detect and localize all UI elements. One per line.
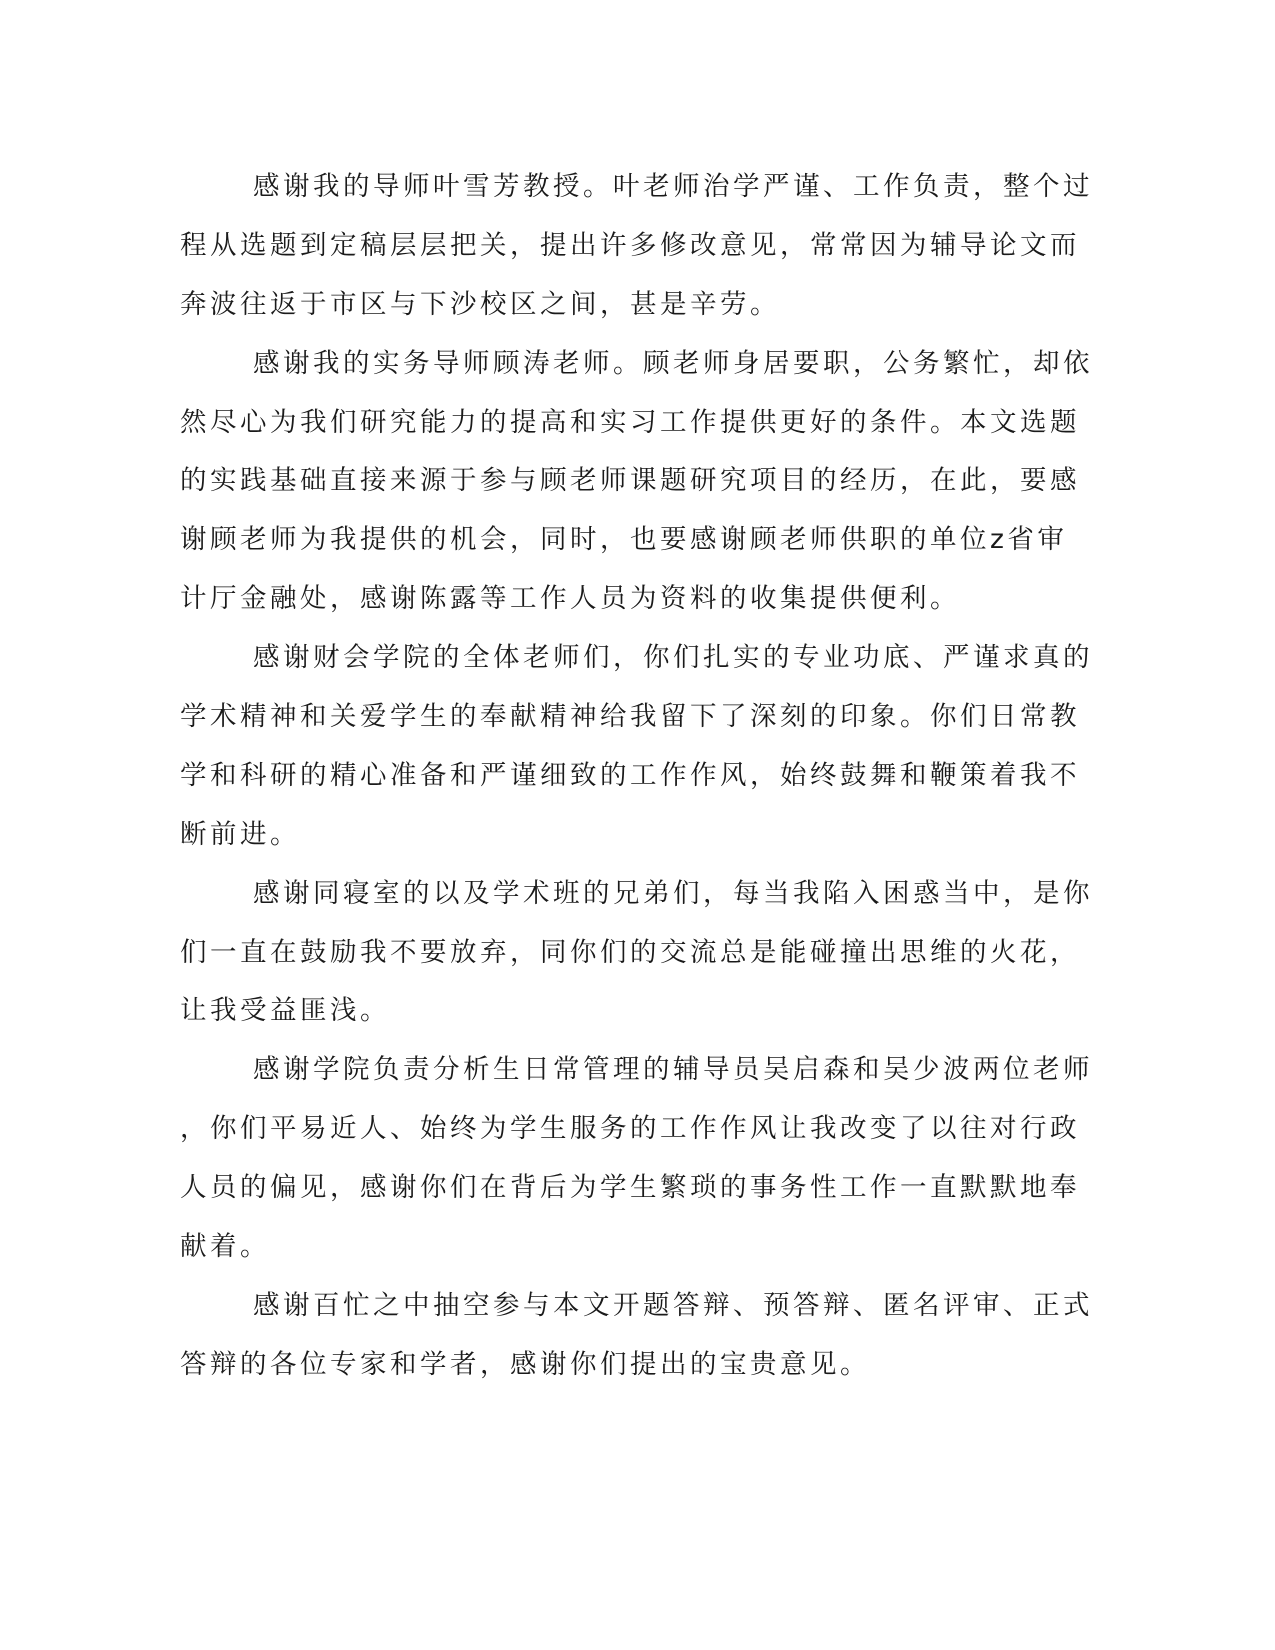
paragraph-2 [180,335,1093,629]
text-line: 感谢同寝室的以及学术班的兄弟们，每当我陷入困惑当中，是你 [253,877,1093,909]
text-line: 感谢财会学院的全体老师们，你们扎实的专业功底、严谨求真的 [253,642,1093,674]
text-line: 让我受益匪浅。 [180,995,390,1027]
text-line: 人员的偏见，感谢你们在背后为学生繁琐的事务性工作一直默默地奉 [180,1172,1080,1204]
paragraph-4 [180,865,1093,1042]
text-line: 们一直在鼓励我不要放弃，同你们的交流总是能碰撞出思维的火花， [180,936,1080,968]
text-line: 断前进。 [180,818,300,850]
text-line: ，你们平易近人、始终为学生服务的工作作风让我改变了以往对行政 [180,1113,1080,1145]
text-line: 感谢学院负责分析生日常管理的辅导员吴启森和吴少波两位老师 [253,1054,1093,1086]
text-line: 献着。 [180,1231,270,1263]
text-line: 感谢百忙之中抽空参与本文开题答辩、预答辩、匿名评审、正式 [253,1289,1093,1321]
text-line: 程从选题到定稿层层把关，提出许多修改意见，常常因为辅导论文而 [180,229,1080,261]
text-line: 学和科研的精心准备和严谨细致的工作作风，始终鼓舞和鞭策着我不 [180,759,1080,791]
paragraph-6 [180,1277,1093,1395]
text-line: 然尽心为我们研究能力的提高和实习工作提供更好的条件。本文选题 [180,406,1080,438]
text-line: 的实践基础直接来源于参与顾老师课题研究项目的经历，在此，要感 [180,465,1080,497]
text-line: 谢顾老师为我提供的机会，同时，也要感谢顾老师供职的单位z省审 [180,524,1068,556]
text-line: 感谢我的实务导师顾涛老师。顾老师身居要职，公务繁忙，却依 [253,347,1093,379]
paragraph-3 [180,629,1093,865]
text-line: 感谢我的导师叶雪芳教授。叶老师治学严谨、工作负责，整个过 [253,171,1093,202]
text-line: 答辩的各位专家和学者，感谢你们提出的宝贵意见。 [180,1348,870,1380]
text-line: 计厅金融处，感谢陈露等工作人员为资料的收集提供便利。 [180,583,960,615]
paragraph-1 [180,158,1093,335]
text-line: 奔波往返于市区与下沙校区之间，甚是辛劳。 [180,288,780,320]
acknowledgement-body [180,158,1093,1395]
paragraph-5 [180,1041,1093,1277]
text-line: 学术精神和关爱学生的奉献精神给我留下了深刻的印象。你们日常教 [180,701,1080,733]
